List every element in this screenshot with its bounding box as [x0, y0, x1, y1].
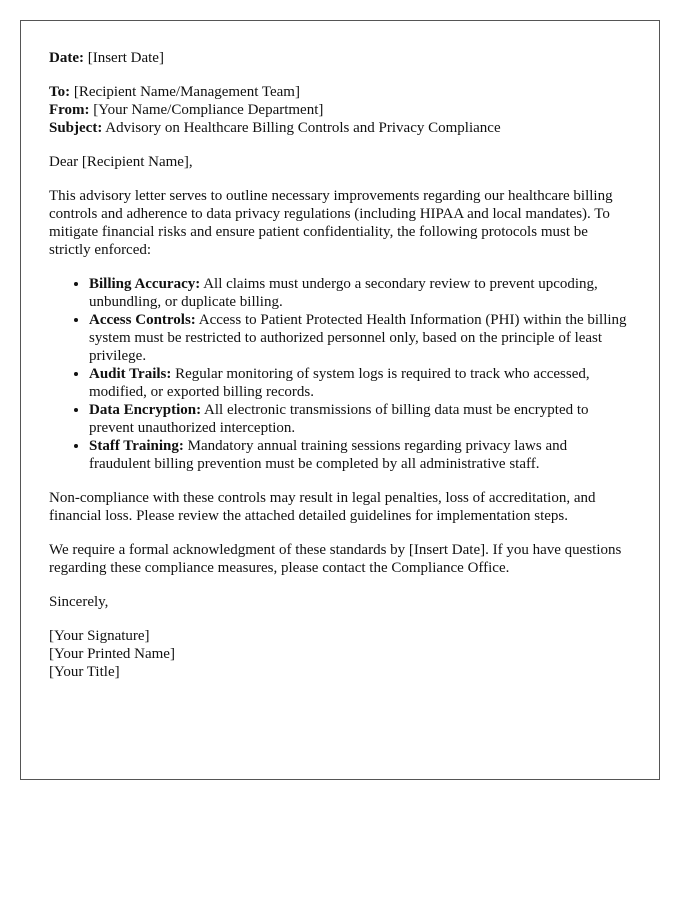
- from-label: From:: [49, 102, 90, 118]
- to-line: [49, 83, 631, 101]
- requirement-title: Data Encryption:: [89, 402, 202, 418]
- requirements-list: [49, 275, 631, 473]
- requirement-item-staff-training: [89, 437, 631, 473]
- requirement-item-data-encryption: [89, 401, 631, 437]
- to-label: To:: [49, 84, 71, 100]
- signature-placeholder: [Your Signature]: [49, 628, 150, 644]
- consequences-paragraph: Non-compliance with these controls may result in legal penalties, loss of accreditation, and financial loss. Please review the attached detailed guidelines for implementation steps.: [49, 490, 596, 524]
- date-label: Date:: [49, 50, 84, 66]
- requirement-item-access-controls: [89, 311, 631, 365]
- requirement-title: Billing Accuracy:: [89, 276, 201, 292]
- requirement-text: All claims must undergo a secondary review to prevent upcoding, unbundling, or duplicate billing.: [89, 276, 598, 310]
- requirement-text: Regular monitoring of system logs is required to track who accessed, modified, or exported billing records.: [89, 366, 590, 400]
- subject-value: Advisory on Healthcare Billing Controls and Privacy Compliance: [105, 120, 501, 136]
- letter-page: [20, 20, 660, 780]
- intro-paragraph: This advisory letter serves to outline necessary improvements regarding our healthcare billing controls and adherence to data privacy regulations (including HIPAA and local mandates). To mitigate financial risks and ensure patient confidentiality, the following protocols must be strictly enforced:: [49, 188, 613, 258]
- requirement-text: Access to Patient Protected Health Information (PHI) within the billing system must be restricted to authorized personnel only, based on the principle of least privilege.: [89, 312, 627, 364]
- closing: Sincerely,: [49, 594, 109, 610]
- requirement-text: Mandatory annual training sessions regarding privacy laws and fraudulent billing prevention must be completed by all administrative staff.: [89, 438, 568, 472]
- acknowledgment-paragraph: We require a formal acknowledgment of these standards by [Insert Date]. If you have questions regarding these compliance measures, please contact the Compliance Office.: [49, 542, 622, 576]
- from-line: [49, 101, 631, 119]
- requirement-title: Staff Training:: [89, 438, 184, 454]
- requirement-item-audit-trails: [89, 365, 631, 401]
- requirement-text: All electronic transmissions of billing data must be encrypted to prevent unauthorized interception.: [89, 402, 589, 436]
- salutation: Dear [Recipient Name],: [49, 154, 193, 170]
- subject-line: [49, 119, 631, 137]
- title-placeholder: [Your Title]: [49, 664, 120, 680]
- printed-name-placeholder: [Your Printed Name]: [49, 646, 175, 662]
- date-line: [49, 49, 631, 67]
- requirement-title: Audit Trails:: [89, 366, 172, 382]
- date-value: [Insert Date]: [87, 50, 164, 66]
- requirement-item-billing-accuracy: [89, 275, 631, 311]
- to-value: [Recipient Name/Management Team]: [73, 84, 300, 100]
- subject-label: Subject:: [49, 120, 103, 136]
- from-value: [Your Name/Compliance Department]: [93, 102, 324, 118]
- requirement-title: Access Controls:: [89, 312, 196, 328]
